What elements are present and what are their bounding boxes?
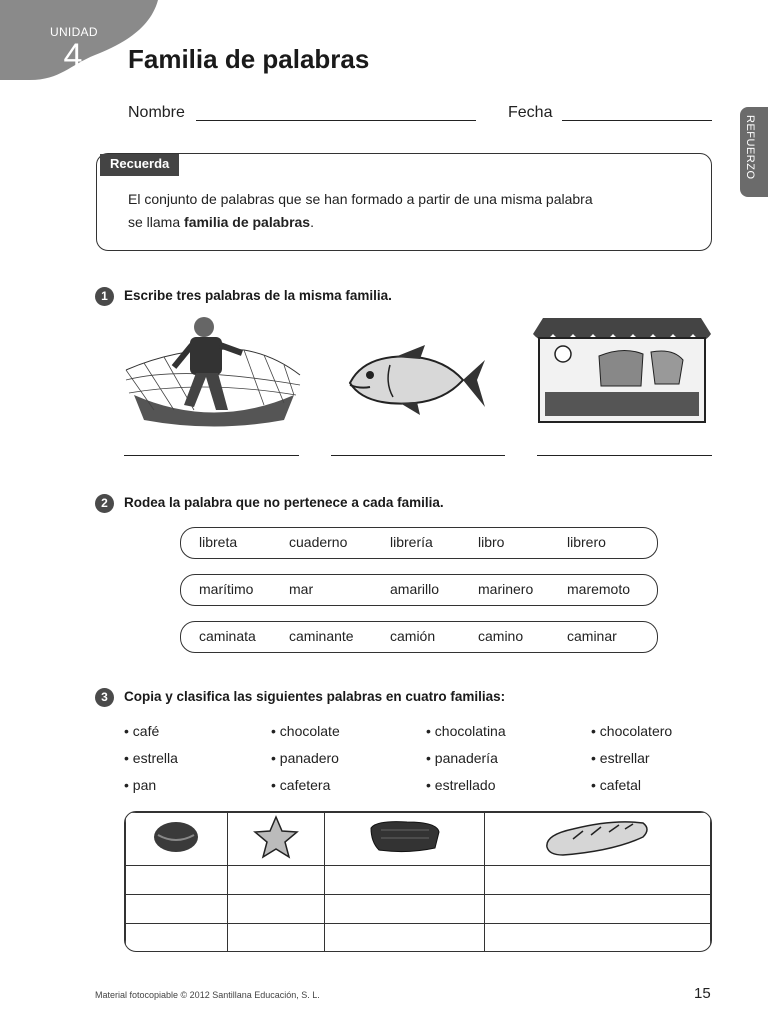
word-list-item: • chocolatero [591,718,672,745]
table-header-cell [484,813,710,866]
recuerda-line-2-post: . [310,214,314,230]
table-cell[interactable] [484,895,710,924]
answer-line-1[interactable] [124,455,299,456]
recuerda-bold-term: familia de palabras [184,214,311,230]
recuerda-line-2 [128,211,688,234]
word-list-item: • chocolatina [426,718,506,745]
recuerda-text [128,188,688,234]
word-family-row [180,621,658,653]
word-list-item: • estrella [124,745,178,772]
table-cell[interactable] [227,866,325,895]
word-list-column [591,718,672,799]
word-option[interactable]: marítimo [199,581,254,597]
table-header-cell [227,813,325,866]
table-cell[interactable] [126,866,228,895]
fish-icon [345,345,490,415]
word-list-item: • cafetal [591,772,672,799]
word-option[interactable]: camino [478,628,524,644]
word-option[interactable]: marinero [478,581,534,597]
word-option[interactable]: librería [390,534,433,550]
word-list-item: • panadero [271,745,340,772]
name-label: Nombre [128,104,185,121]
word-family-row [180,574,658,606]
side-tab [740,107,768,197]
word-list-item: • cafetera [271,772,340,799]
recuerda-line-2-pre: se llama [128,214,185,230]
word-option[interactable]: libro [478,534,505,550]
table-cell[interactable] [227,895,325,924]
word-option[interactable]: cuaderno [289,534,348,550]
chocolate-bar-icon [367,818,443,856]
date-field[interactable] [562,120,712,121]
fish-market-icon [533,316,711,426]
classification-table [124,811,712,952]
word-option[interactable]: camión [390,628,436,644]
table-cell[interactable] [325,866,485,895]
word-list-column [271,718,340,799]
word-list-item: • estrellado [426,772,506,799]
exercise-1-number: 1 [95,287,114,306]
word-list-item: • café [124,718,178,745]
exercise-2-number: 2 [95,494,114,513]
table-cell[interactable] [227,924,325,953]
side-tab-label: REFUERZO [744,115,756,180]
recuerda-line-1: El conjunto de palabras que se han formado a partir de una misma palabra [128,191,593,207]
table-cell[interactable] [126,895,228,924]
word-list-column [124,718,178,799]
table-cell[interactable] [325,895,485,924]
name-field[interactable] [196,120,476,121]
exercise-1-instruction: Escribe tres palabras de la misma familia. [124,288,392,303]
word-list-column [426,718,506,799]
word-family-row [180,527,658,559]
word-list-item: • chocolate [271,718,340,745]
word-option[interactable]: mar [289,581,314,597]
date-label: Fecha [508,104,553,121]
table-cell[interactable] [325,924,485,953]
word-option[interactable]: amarillo [390,581,440,597]
word-list-item: • pan [124,772,178,799]
unit-number: 4 [63,37,83,75]
table-header-cell [325,813,485,866]
word-option[interactable]: caminata [199,628,256,644]
star-icon [253,815,299,859]
page-title: Familia de palabras [128,44,370,74]
exercise-3-instruction: Copia y clasifica las siguientes palabras en cuatro familias: [124,689,506,704]
page-number: 15 [694,985,711,1002]
word-list-item: • estrellar [591,745,672,772]
table-cell[interactable] [484,924,710,953]
answer-line-3[interactable] [537,455,712,456]
unit-label: UNIDAD [50,25,98,39]
word-option[interactable]: libreta [199,534,238,550]
table-cell[interactable] [126,924,228,953]
answer-line-2[interactable] [331,455,505,456]
word-option[interactable]: librero [567,534,606,550]
word-option[interactable]: caminar [567,628,617,644]
bread-loaf-icon [543,817,651,857]
table-header-cell [126,813,228,866]
coffee-bean-icon [152,819,200,855]
recuerda-tag: Recuerda [100,154,179,176]
word-option[interactable]: caminante [289,628,354,644]
fisherman-net-icon [124,315,302,430]
table-cell[interactable] [484,866,710,895]
exercise-3-number: 3 [95,688,114,707]
word-option[interactable]: maremoto [567,581,631,597]
exercise-2-instruction: Rodea la palabra que no pertenece a cada familia. [124,495,444,510]
footer-copyright: Material fotocopiable © 2012 Santillana Educación, S. L. [95,990,320,1000]
word-list-item: • panadería [426,745,506,772]
